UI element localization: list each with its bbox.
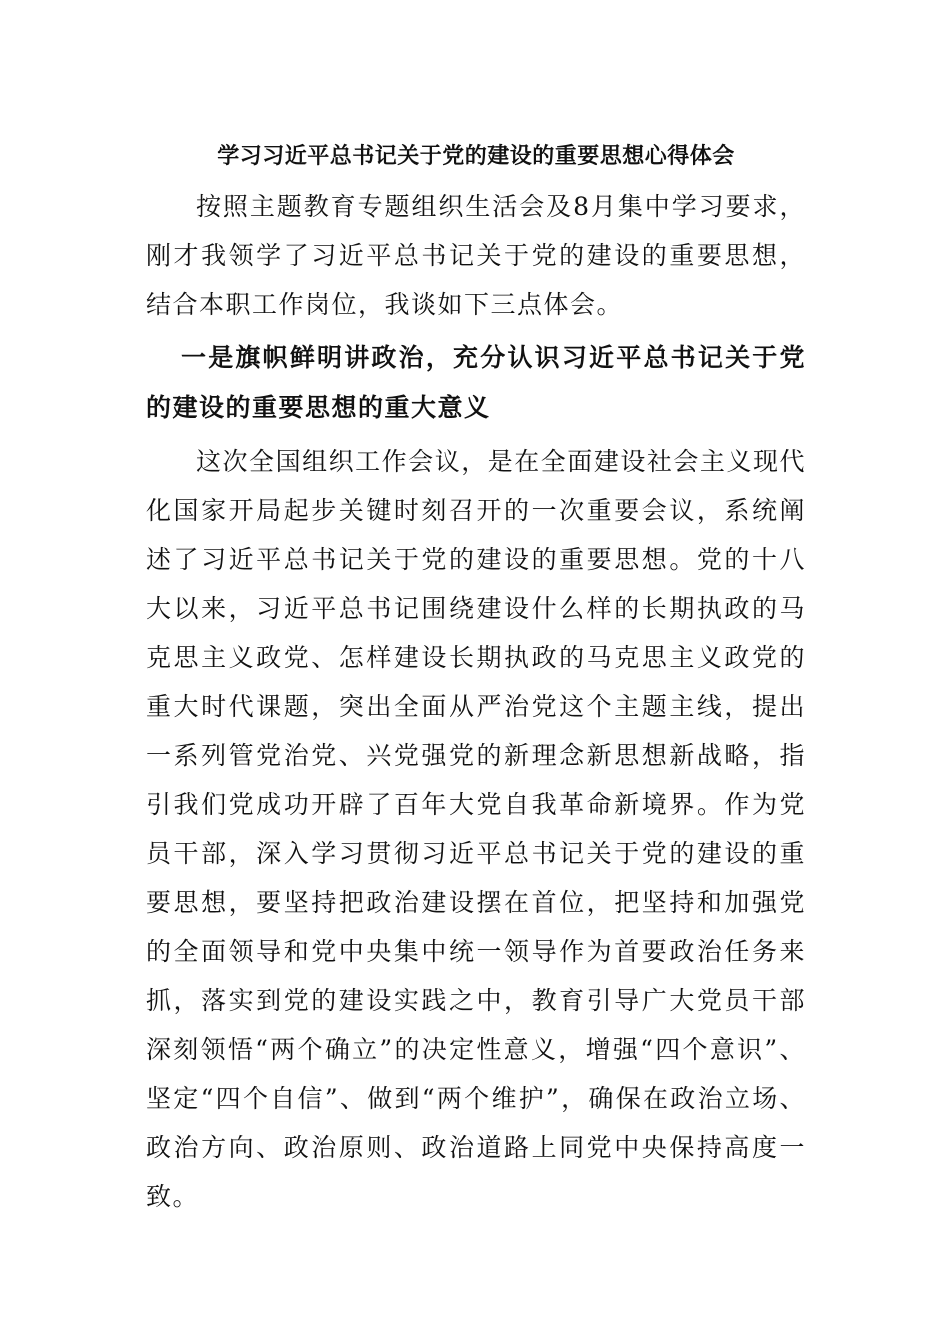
section-body-paragraph: 这次全国组织工作会议，是在全面建设社会主义现代化国家开局起步关键时刻召开的一次重要会议，系统阐述了习近平总书记关于党的建设的重要思想。党的十八大以来，习近平总书记围绕建设什么样的长期执政的马克思主义政党、怎样建设长期执政的马克思主义政党的重大时代课题，突出全面从严治党这个主题主线，提出一系列管党治党、兴党强党的新理念新思想新战略，指引我们党成功开辟了百年大党自我革命新境界。作为党员干部，深入学习贯彻习近平总书记关于党的建设的重要思想，要坚持把政治建设摆在首位，把坚持和加强党的全面领导和党中央集中统一领导作为首要政治任务来抓，落实到党的建设实践之中，教育引导广大党员干部深刻领悟“两个确立”的决定性意义，增强“四个意识”、坚定“四个自信”、做到“两个维护”，确保在政治立场、政治方向、政治原则、政治道路上同党中央保持高度一致。 [146, 447, 806, 1211]
document-page [146, 134, 806, 1221]
section-heading: 一是旗帜鲜明讲政治，充分认识习近平总书记关于党的建设的重要思想的重大意义 [146, 343, 806, 422]
document-title: 学习习近平总书记关于党的建设的重要思想心得体会 [217, 143, 735, 169]
intro-paragraph: 按照主题教育专题组织生活会及8月集中学习要求，刚才我领学了习近平总书记关于党的建设的重要思想，结合本职工作岗位，我谈如下三点体会。 [146, 192, 806, 319]
